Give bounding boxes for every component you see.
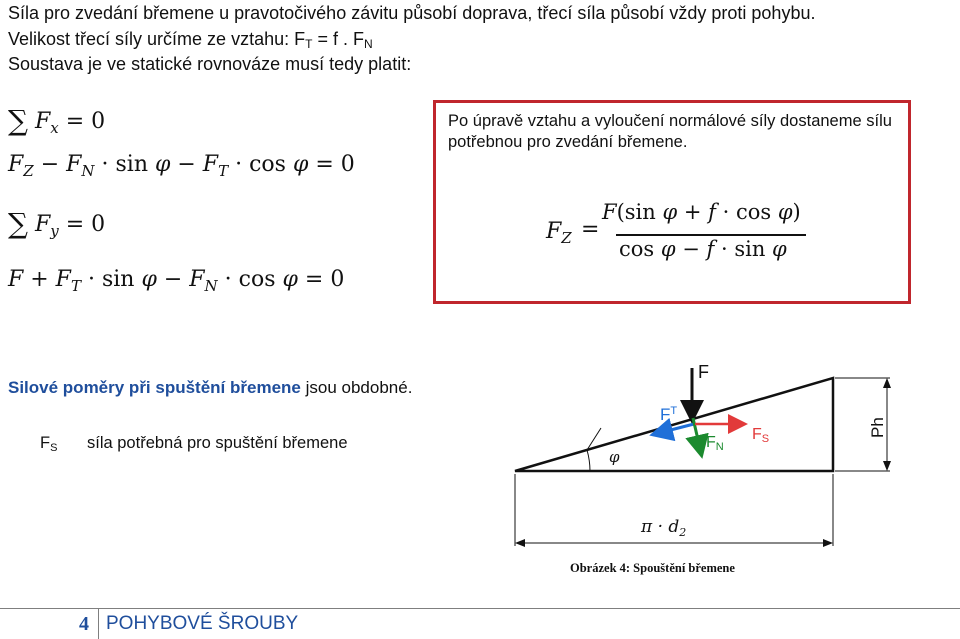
force-diagram bbox=[505, 358, 905, 548]
intro-line-3: Soustava je ve statické rovnováze musí tedy platit: bbox=[8, 54, 412, 74]
result-numerator: F(sin φ + f · cos φ) bbox=[602, 200, 801, 224]
fs-description: síla potřebná pro spuštění břemene bbox=[87, 434, 348, 452]
page-number: 4 bbox=[79, 613, 89, 635]
ph-arrow-top bbox=[883, 378, 891, 388]
base-arrow-right bbox=[823, 539, 833, 547]
result-box-text: Po úpravě vztahu a vyloučení normálové síly dostaneme sílu potřebnou pro zvedání břemene. bbox=[448, 112, 892, 151]
result-box bbox=[433, 100, 911, 304]
equation-x-balance: $F_Z - F_N \cdot \sin \varphi - F_T \cdot \cos \varphi = 0$ bbox=[8, 152, 355, 180]
intro-line-1: Síla pro zvedání břemene u pravotočivého závitu působí doprava, třecí síla působí vždy proti pohybu. bbox=[8, 3, 816, 23]
result-lhs: $F_Z$ bbox=[546, 219, 572, 247]
phi-label: φ bbox=[609, 448, 620, 466]
intro-line-2: Velikost třecí síly určíme ze vztahu: $F_T = f$ . $F_N$ bbox=[8, 29, 373, 51]
ph-label: Ph bbox=[868, 417, 887, 438]
equation-y-balance: $F + F_T \cdot \sin \varphi - F_N \cdot \cos \varphi = 0$ bbox=[8, 267, 345, 295]
footer-title: POHYBOVÉ ŠROUBY bbox=[106, 613, 299, 634]
base-label: $\pi \cdot d_2$ bbox=[641, 517, 687, 539]
equation-sum-fx: ∑ $F_x = 0$ bbox=[8, 104, 106, 137]
footer-divider bbox=[0, 608, 960, 609]
fs-symbol: $F_S$ bbox=[40, 434, 58, 454]
fraction-bar bbox=[616, 234, 806, 236]
result-equals: = bbox=[581, 217, 600, 242]
angle-arc bbox=[587, 450, 590, 471]
force-fs-label: FS bbox=[752, 426, 770, 445]
force-ft-label: $F^T$ bbox=[660, 405, 678, 424]
base-arrow-left bbox=[515, 539, 525, 547]
incline-triangle bbox=[515, 378, 833, 471]
force-f-label: F bbox=[698, 362, 709, 382]
lowering-heading: Silové poměry při spuštění břemene jsou obdobné. bbox=[8, 378, 413, 397]
footer-separator bbox=[98, 608, 99, 639]
force-fn-label: FN bbox=[706, 434, 724, 453]
result-denominator: cos φ − f · sin φ bbox=[619, 237, 787, 261]
figure-caption: Obrázek 4: Spouštění břemene bbox=[570, 561, 735, 575]
ph-arrow-bottom bbox=[883, 461, 891, 471]
equation-sum-fy: ∑ $F_y = 0$ bbox=[8, 207, 106, 240]
